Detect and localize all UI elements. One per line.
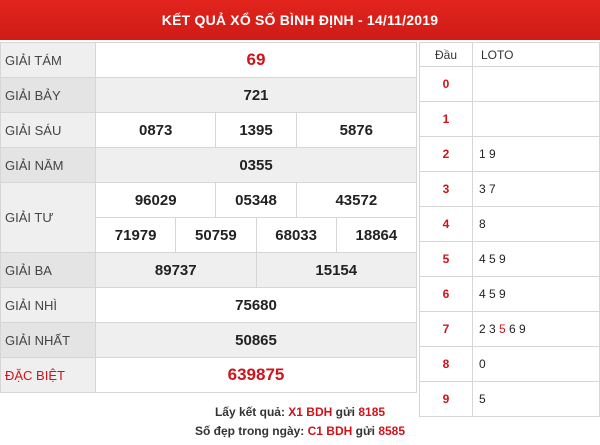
loto-tail: 0	[473, 347, 600, 382]
loto-tail	[473, 312, 600, 347]
loto-dau: 6	[420, 277, 473, 312]
prize-value-g6-3: 5876	[296, 113, 416, 148]
loto-tail	[473, 102, 600, 137]
prize-value-g6-1: 0873	[96, 113, 216, 148]
row-giai-sau	[1, 113, 417, 148]
results-table	[0, 42, 417, 393]
loto-tail: 4 5 9	[473, 277, 600, 312]
loto-header-dau: Đầu	[420, 43, 473, 67]
prize-value-g3-1: 89737	[96, 253, 257, 288]
row-giai-nhi	[1, 288, 417, 323]
loto-tail: 1 9	[473, 137, 600, 172]
prize-value-g4-2: 05348	[216, 183, 296, 218]
prize-value-g5: 0355	[96, 148, 417, 183]
prize-value-g4-4: 71979	[96, 218, 176, 253]
prize-value-g7: 721	[96, 78, 417, 113]
loto-row	[420, 207, 600, 242]
footer-text: Lấy kết quả:	[214, 405, 289, 419]
loto-tail: 3 7	[473, 172, 600, 207]
row-dac-biet	[1, 358, 417, 393]
loto-tail-part: 2 3	[479, 322, 500, 336]
prize-label-special: ĐẶC BIỆT	[1, 358, 96, 393]
loto-table	[419, 42, 600, 417]
prize-label-g2: GIẢI NHÌ	[1, 288, 96, 323]
prize-label-g6: GIẢI SÁU	[1, 113, 96, 148]
loto-row	[420, 137, 600, 172]
loto-header-loto: LOTO	[473, 43, 600, 67]
loto-dau: 4	[420, 207, 473, 242]
loto-dau: 1	[420, 102, 473, 137]
loto-dau: 8	[420, 347, 473, 382]
prize-label-g1: GIẢI NHẤT	[1, 323, 96, 358]
loto-row	[420, 67, 600, 102]
loto-row	[420, 347, 600, 382]
footer-text: Số đẹp trong ngày:	[194, 424, 308, 438]
loto-tail-highlight: 5	[499, 322, 506, 336]
prize-value-g6-2: 1395	[216, 113, 296, 148]
footer	[0, 398, 600, 445]
loto-header-row	[420, 43, 600, 67]
prize-label-g3: GIẢI BA	[1, 253, 96, 288]
prize-label-g7: GIẢI BẢY	[1, 78, 96, 113]
prize-value-g4-6: 68033	[256, 218, 336, 253]
loto-row	[420, 242, 600, 277]
sms-code: X1 BDH	[288, 405, 333, 419]
loto-tail	[473, 67, 600, 102]
loto-tail: 4 5 9	[473, 242, 600, 277]
prize-value-g2: 75680	[96, 288, 417, 323]
row-giai-tam	[1, 43, 417, 78]
loto-dau: 0	[420, 67, 473, 102]
loto-row	[420, 277, 600, 312]
prize-label-g8: GIẢI TÁM	[1, 43, 96, 78]
loto-row	[420, 172, 600, 207]
footer-sms-result	[0, 403, 600, 422]
footer-text: gửi	[332, 405, 359, 419]
sms-number: 8185	[358, 405, 386, 419]
prize-value-g4-1: 96029	[96, 183, 216, 218]
loto-row	[420, 312, 600, 347]
loto-tail: 8	[473, 207, 600, 242]
footer-sms-lucky	[0, 422, 600, 441]
loto-dau: 5	[420, 242, 473, 277]
row-giai-tu-1	[1, 183, 417, 218]
prize-value-g4-7: 18864	[336, 218, 416, 253]
loto-dau: 9	[420, 382, 473, 417]
prize-value-g4-3: 43572	[296, 183, 416, 218]
prize-value-g4-5: 50759	[176, 218, 256, 253]
sms-number: 8585	[378, 424, 406, 438]
prize-value-g1: 50865	[96, 323, 417, 358]
loto-dau: 2	[420, 137, 473, 172]
footer-text: gửi	[352, 424, 379, 438]
loto-dau: 7	[420, 312, 473, 347]
row-giai-ba	[1, 253, 417, 288]
loto-dau: 3	[420, 172, 473, 207]
prize-label-g4: GIẢI TƯ	[1, 183, 96, 253]
sms-code: C1 BDH	[307, 424, 353, 438]
prize-value-g3-2: 15154	[256, 253, 417, 288]
row-giai-nam	[1, 148, 417, 183]
prize-value-special: 639875	[96, 358, 417, 393]
loto-row	[420, 102, 600, 137]
row-giai-nhat	[1, 323, 417, 358]
prize-value-g8: 69	[96, 43, 417, 78]
prize-label-g5: GIẢI NĂM	[1, 148, 96, 183]
loto-tail: 5	[473, 382, 600, 417]
loto-tail-part: 6 9	[505, 322, 526, 336]
row-giai-bay	[1, 78, 417, 113]
page-title: KẾT QUẢ XỔ SỐ BÌNH ĐỊNH - 14/11/2019	[0, 0, 600, 40]
